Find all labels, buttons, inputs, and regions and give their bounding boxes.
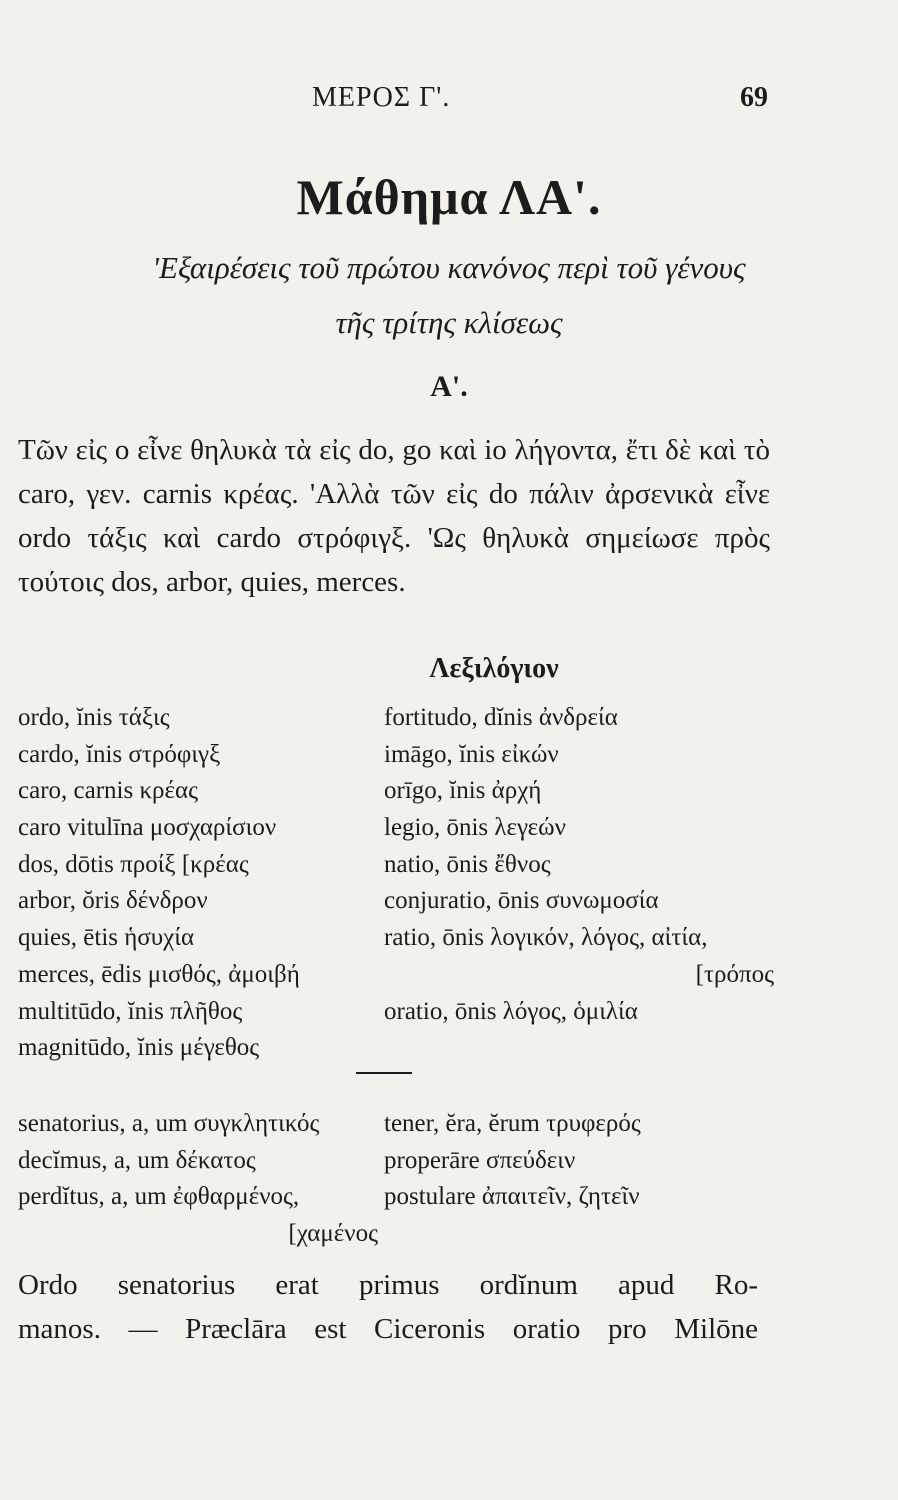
vocabulary-right-column: [384, 700, 774, 1030]
vocabulary2-right-column: [384, 1106, 774, 1216]
vocab-entry: imāgo, ĭnis εἰκών: [384, 740, 559, 768]
vocab-entry: quies, ētis ἡσυχία: [18, 924, 195, 952]
vocab-entry: tener, ĕra, ĕrum τρυφερός: [384, 1110, 641, 1137]
vocab-entry: cardo, ĭnis στρόφιγξ: [18, 740, 221, 768]
example-line-2: manos. — Præclāra est Ciceronis oratio pro Milōne: [18, 1313, 758, 1345]
vocab-entry: merces, ēdis μισθός, ἀμοιβή: [18, 960, 300, 988]
subtitle-line-2: τῆς τρίτης κλίσεως: [335, 305, 563, 340]
vocab-entry: caro, carnis κρέας: [18, 777, 199, 805]
page-number: 69: [740, 82, 768, 113]
vocab-entry: fortitudo, dĭnis ἀνδρεία: [384, 704, 618, 731]
vocab-entry: properāre σπεύδειν: [384, 1146, 576, 1174]
example-paragraph: [18, 1263, 758, 1351]
vocab-entry: orīgo, ĭnis ἀρχή: [384, 777, 542, 805]
rule-paragraph: Τῶν εἰς o εἶνε θηλυκὰ τὰ εἰς do, go καὶ io λήγοντα, ἔτι δὲ καὶ τὸ caro, γεν. carnis κρέας. 'Αλλὰ τῶν εἰς do πάλιν ἀρσενικὰ εἶνε ordo τάξις καὶ cardo στρόφιγξ. 'Ως θηλυκὰ σημείωσε πρὸς τούτοις dos, arbor, quies, merces.: [18, 434, 770, 598]
vocab-entry: dos, dōtis προίξ [κρέας: [18, 850, 249, 878]
example-line-1: Ordo senatorius erat primus ordĭnum apud Ro-: [18, 1269, 758, 1301]
running-head: [0, 82, 898, 122]
vocab-entry: natio, ōnis ἔθνος: [384, 850, 551, 878]
vocab-entry: conjuratio, ōnis συνωμοσία: [384, 887, 659, 915]
vocab-entry: legio, ōnis λεγεών: [384, 814, 566, 842]
vocabulary-heading: Λεξιλόγιον: [429, 653, 559, 684]
vocab-entry: magnitūdo, ĭnis μέγεθος: [18, 1034, 260, 1062]
vocab-entry-continuation: [χαμένος: [288, 1220, 378, 1248]
vocabulary2-left-column: [18, 1106, 378, 1253]
vocab-entry: ratio, ōnis λογικόν, λόγος, αἰτία,: [384, 924, 708, 952]
section-divider: [356, 1072, 412, 1074]
vocab-entry: postulare ἀπαιτεῖν, ζητεῖν: [384, 1183, 640, 1211]
vocab-entry: senatorius, a, um συγκλητικός: [18, 1110, 320, 1137]
vocab-entry: caro vitulīna μοσχαρίσιον: [18, 814, 277, 842]
vocab-entry: decĭmus, a, um δέκατος: [18, 1146, 256, 1174]
section-mark: Α'.: [430, 370, 468, 403]
vocab-entry-continuation: [τρόπος: [695, 960, 774, 988]
vocab-entry: multitūdo, ĭnis πλῆθος: [18, 997, 243, 1025]
vocab-entry: perdĭtus, a, um ἐφθαρμένος,: [18, 1183, 300, 1211]
subtitle-line-1: 'Εξαιρέσεις τοῦ πρώτου κανόνος περὶ τοῦ γένους: [152, 250, 746, 285]
vocab-entry: arbor, ŏris δένδρον: [18, 887, 208, 915]
running-title: ΜΕΡΟΣ Γ'.: [312, 82, 451, 113]
vocab-entry: ordo, ĭnis τάξις: [18, 704, 170, 731]
vocab-entry: oratio, ōnis λόγος, ὁμιλία: [384, 997, 638, 1025]
vocabulary-left-column: [18, 700, 378, 1067]
lesson-title: Μάθημα ΛΑ'.: [296, 169, 602, 225]
